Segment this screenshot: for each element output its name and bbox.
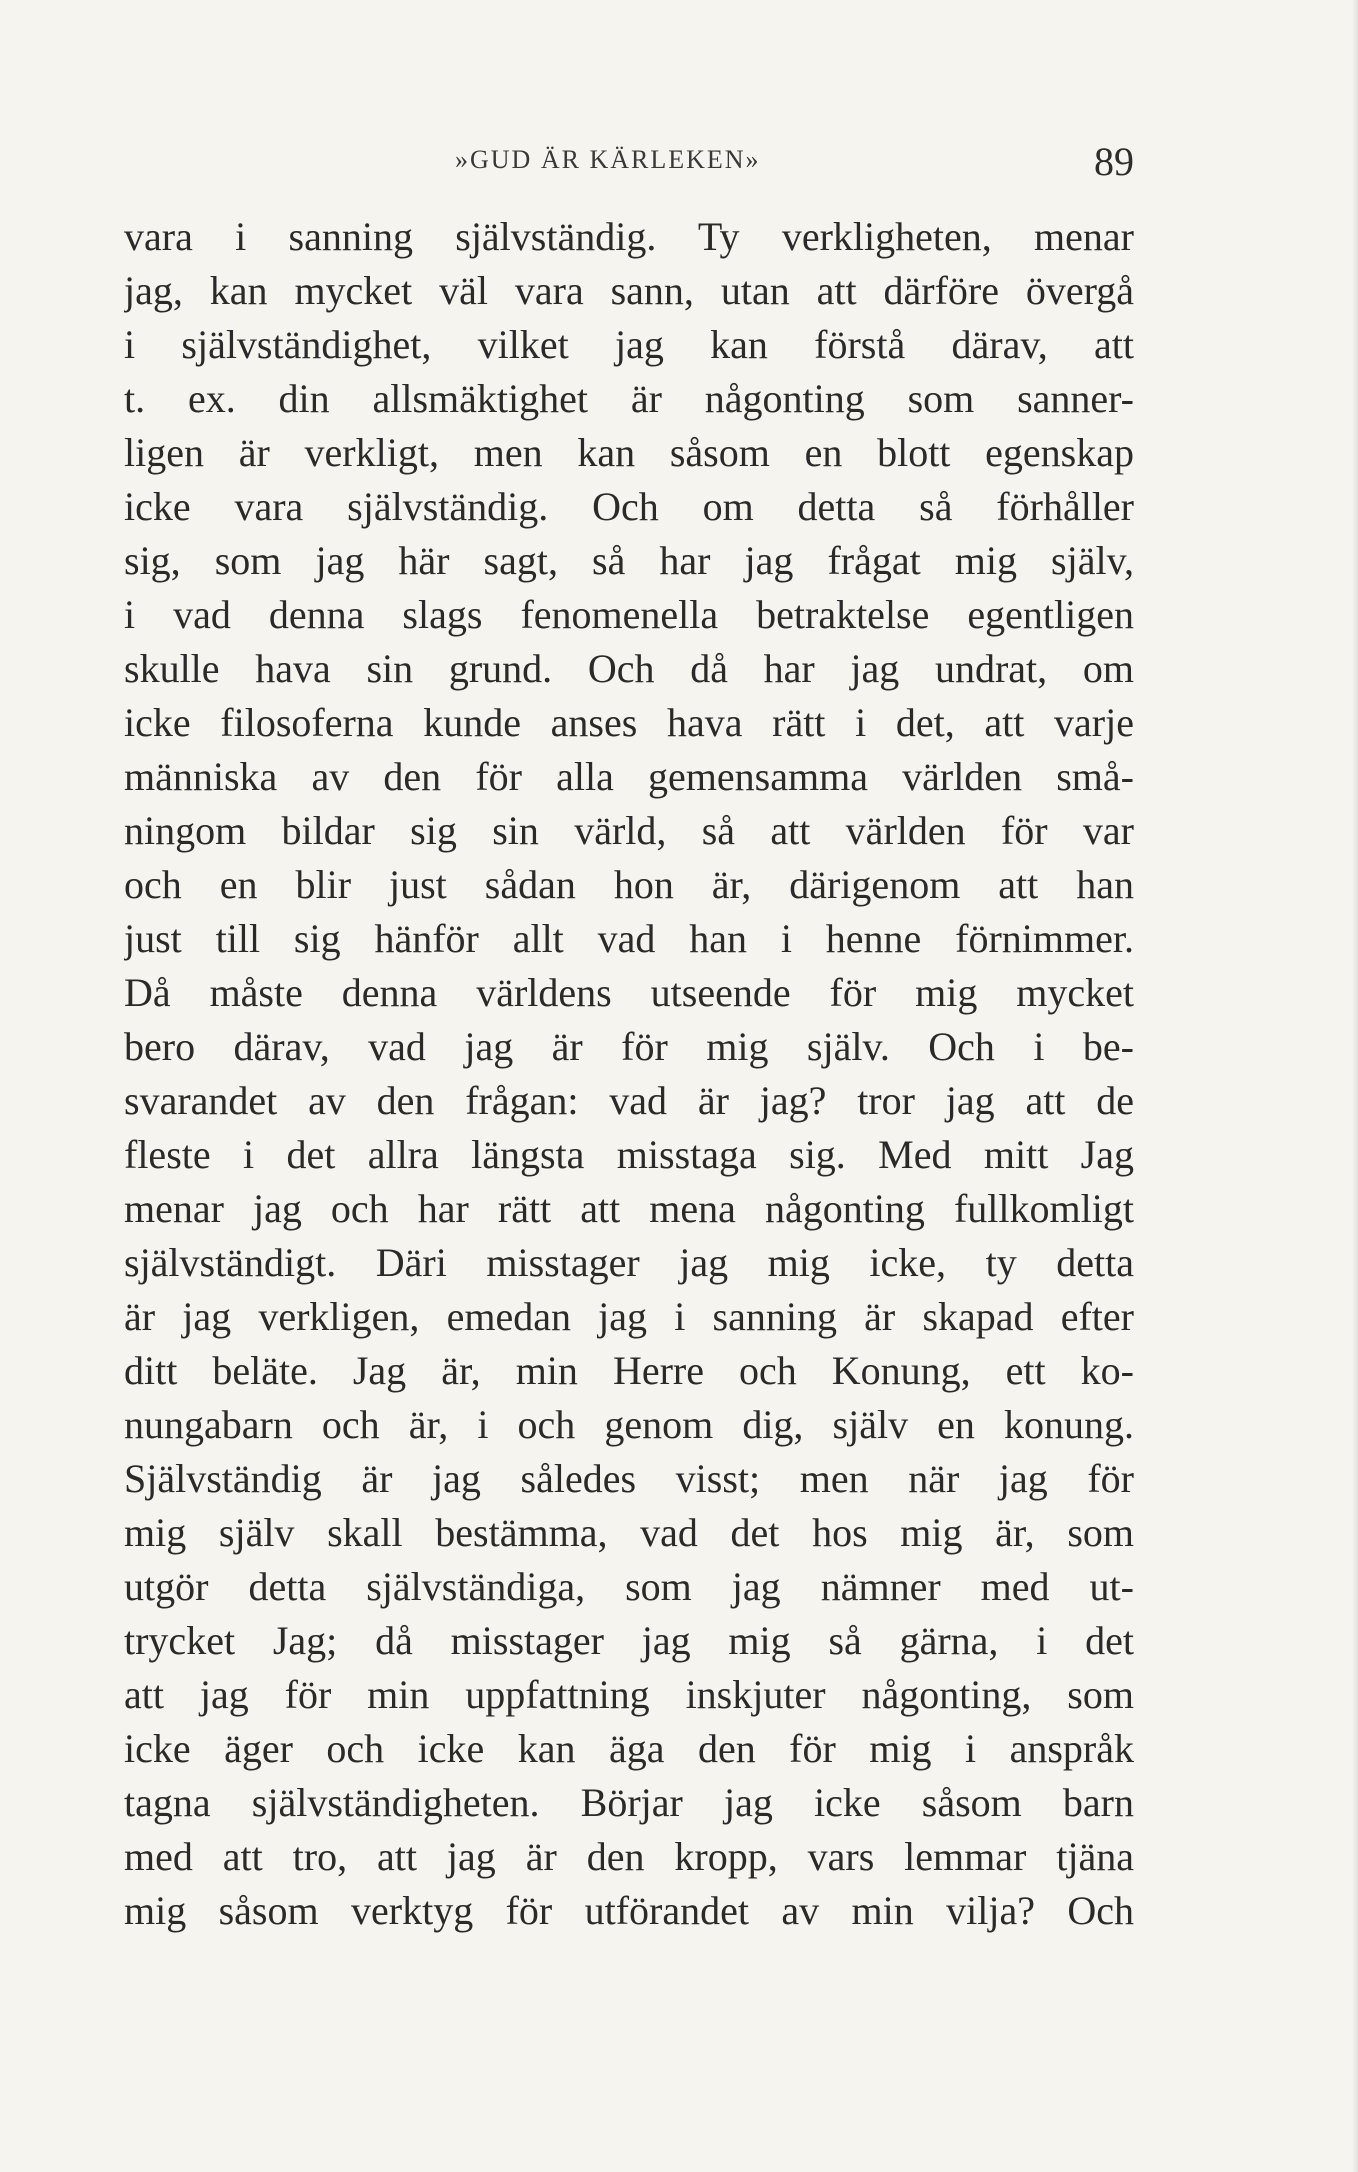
text-line: skulle hava sin grund. Och då har jag undrat, om [124, 646, 1134, 691]
text-line: självständigt. Däri misstager jag mig icke, ty detta [124, 1240, 1134, 1285]
page-number: 89 [1094, 139, 1134, 184]
text-line: är jag verkligen, emedan jag i sanning är skapad efter [124, 1294, 1134, 1339]
text-line: ditt beläte. Jag är, min Herre och Konung, ett ko- [124, 1348, 1134, 1393]
text-line: människa av den för alla gemensamma världen små- [124, 754, 1134, 799]
text-line: ningom bildar sig sin värld, så att världen för var [124, 808, 1134, 853]
text-line: med att tro, att jag är den kropp, vars lemmar tjäna [124, 1834, 1134, 1879]
text-line: i vad denna slags fenomenella betraktelse egentligen [124, 592, 1134, 637]
text-line: jag, kan mycket väl vara sann, utan att därföre övergå [124, 268, 1134, 313]
text-line: tagna självständigheten. Börjar jag icke såsom barn [124, 1780, 1134, 1825]
text-line: sig, som jag här sagt, så har jag frågat mig själv, [124, 538, 1134, 583]
text-line: att jag för min uppfattning inskjuter någonting, som [124, 1672, 1134, 1717]
text-line: nungabarn och är, i och genom dig, själv en konung. [124, 1402, 1134, 1447]
text-line: ligen är verkligt, men kan såsom en blott egenskap [124, 430, 1134, 475]
text-line: Då måste denna världens utseende för mig mycket [124, 970, 1134, 1015]
page-edge [1352, 0, 1358, 2172]
text-line: bero därav, vad jag är för mig själv. Och i be- [124, 1024, 1134, 1069]
text-line: trycket Jag; då misstager jag mig så gärna, i det [124, 1618, 1134, 1663]
text-line: fleste i det allra längsta misstaga sig. Med mitt Jag [124, 1132, 1134, 1177]
body-text [124, 210, 1134, 1938]
text-line: icke vara självständig. Och om detta så förhåller [124, 484, 1134, 529]
text-line: icke äger och icke kan äga den för mig i anspråk [124, 1726, 1134, 1771]
text-line: svarandet av den frågan: vad är jag? tror jag att de [124, 1078, 1134, 1123]
text-line: och en blir just sådan hon är, därigenom att han [124, 862, 1134, 907]
text-line: just till sig hänför allt vad han i henne förnimmer. [124, 916, 1134, 961]
text-line: i självständighet, vilket jag kan förstå därav, att [124, 322, 1134, 367]
text-line: Självständig är jag således visst; men när jag för [124, 1456, 1134, 1501]
text-line: mig såsom verktyg för utförandet av min vilja? Och [124, 1888, 1134, 1933]
text-line: utgör detta självständiga, som jag nämner med ut- [124, 1564, 1134, 1609]
text-line: t. ex. din allsmäktighet är någonting som sanner- [124, 376, 1134, 421]
text-line: mig själv skall bestämma, vad det hos mig är, som [124, 1510, 1134, 1555]
running-title: »GUD ÄR KÄRLEKEN» [455, 145, 761, 174]
text-line: menar jag och har rätt att mena någonting fullkomligt [124, 1186, 1134, 1231]
text-line: icke filosoferna kunde anses hava rätt i det, att varje [124, 700, 1134, 745]
text-line: vara i sanning självständig. Ty verkligheten, menar [124, 214, 1134, 259]
